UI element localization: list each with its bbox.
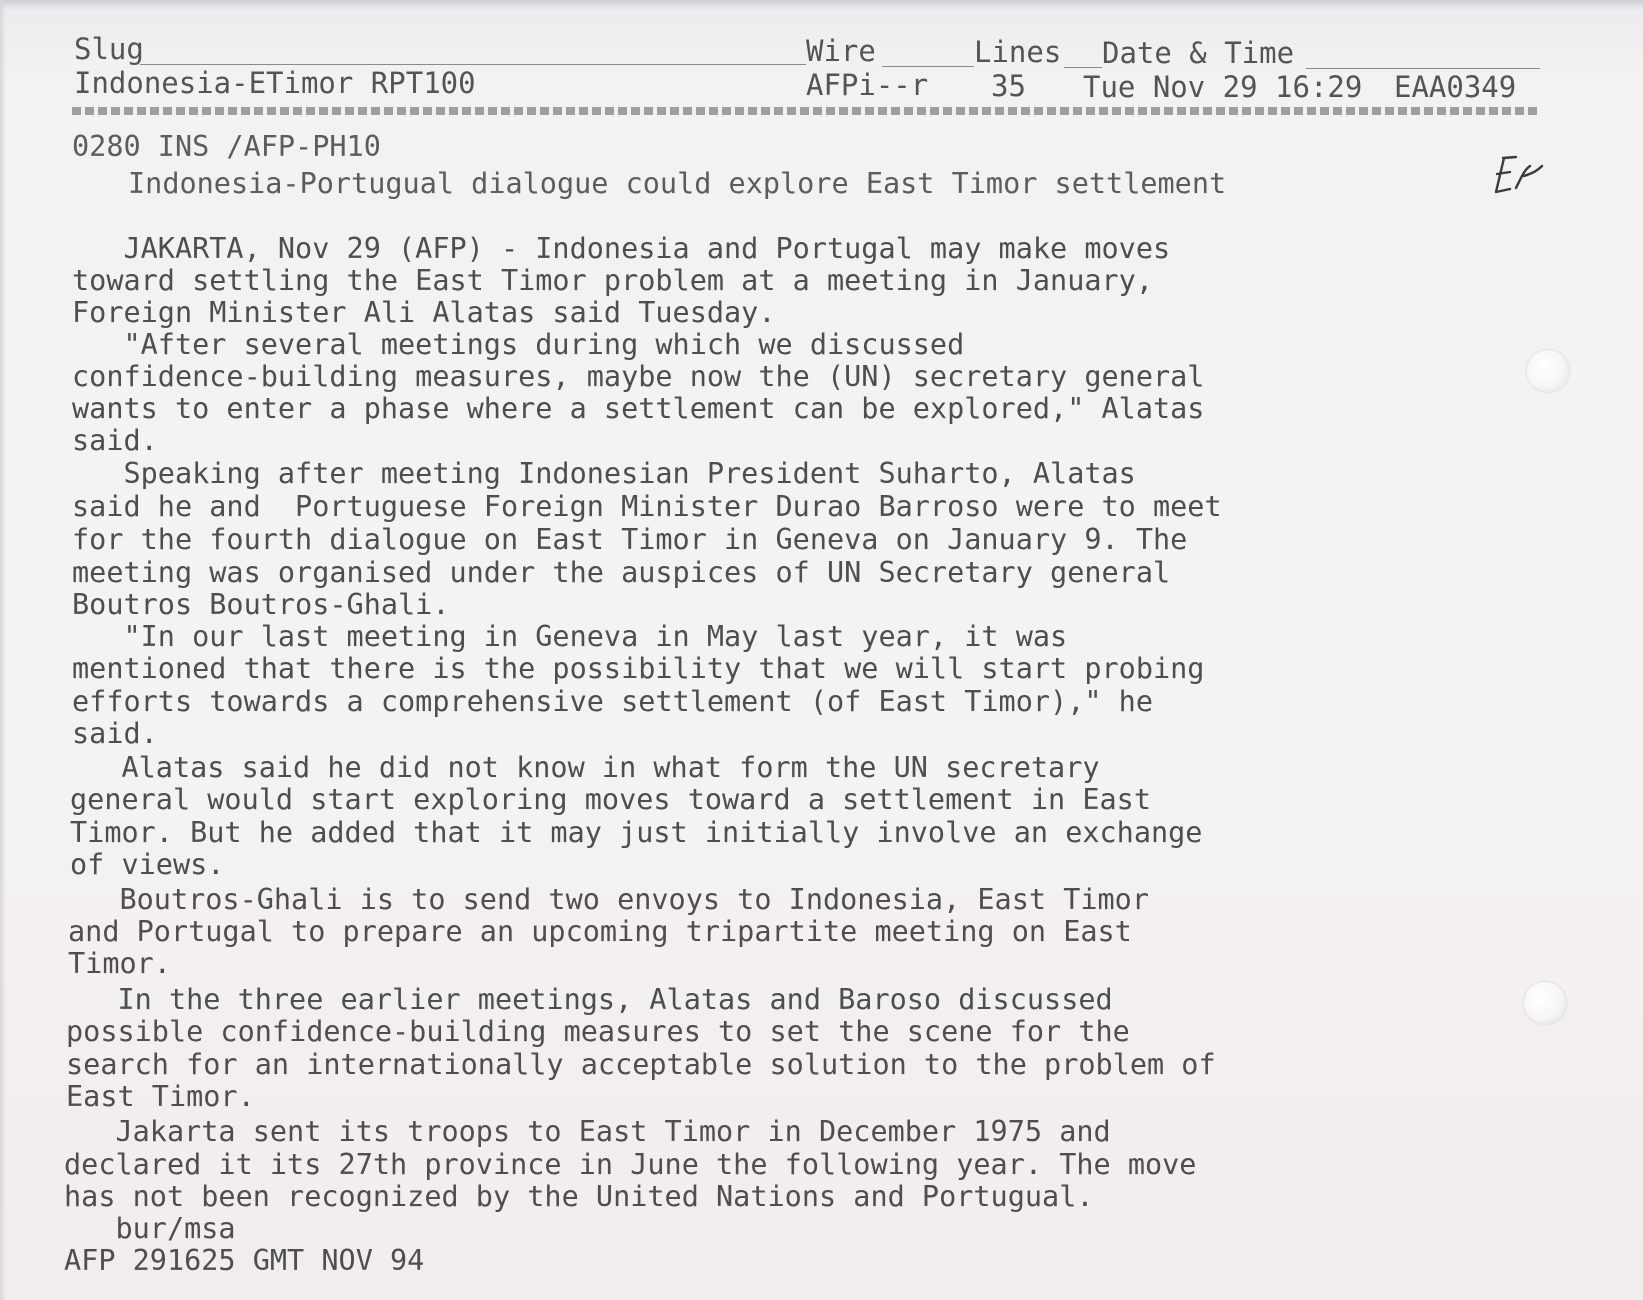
reference-code: EAA0349 xyxy=(1394,70,1517,104)
body-line: wants to enter a phase where a settlement can be explored," Alatas xyxy=(72,392,1205,425)
body-line: AFP 291625 GMT NOV 94 xyxy=(64,1244,425,1277)
body-line: Timor. xyxy=(68,947,171,980)
body-line: Speaking after meeting Indonesian President Suharto, Alatas xyxy=(72,457,1136,490)
wire-rule xyxy=(882,66,974,67)
body-line: for the fourth dialogue on East Timor in Geneva on January 9. The xyxy=(72,523,1188,556)
body-line: mentioned that there is the possibility that we will start probing xyxy=(72,652,1205,685)
body-line: has not been recognized by the United Nations and Portugual. xyxy=(64,1180,1094,1213)
body-line: bur/msa xyxy=(64,1212,236,1245)
date-time-value: Tue Nov 29 16:29 xyxy=(1083,70,1363,104)
body-line: said he and Portuguese Foreign Minister Durao Barroso were to meet xyxy=(72,490,1222,523)
lines-value: 35 xyxy=(991,69,1026,103)
body-line: confidence-building measures, maybe now the (UN) secretary general xyxy=(72,360,1205,393)
body-line: Alatas said he did not know in what form the UN secretary xyxy=(70,751,1100,784)
wire-label: Wire xyxy=(806,34,876,68)
lines-rule xyxy=(1064,67,1102,68)
body-line: Foreign Minister Ali Alatas said Tuesday. xyxy=(72,296,776,329)
body-line: Boutros Boutros-Ghali. xyxy=(72,588,450,621)
slug-rule xyxy=(140,64,806,65)
body-line: said. xyxy=(72,424,158,457)
body-line: declared it its 27th province in June the following year. The move xyxy=(64,1148,1197,1181)
body-line: Jakarta sent its troops to East Timor in December 1975 and xyxy=(64,1115,1111,1148)
date-time-label: Date & Time xyxy=(1102,36,1295,70)
body-line: general would start exploring moves toward a settlement in East xyxy=(70,783,1151,816)
body-line: and Portugal to prepare an upcoming tripartite meeting on East xyxy=(68,915,1132,948)
body-line: In the three earlier meetings, Alatas and Baroso discussed xyxy=(66,983,1113,1016)
body-line: Timor. But he added that it may just initially involve an exchange xyxy=(70,816,1203,849)
body-line: "After several meetings during which we discussed xyxy=(72,328,965,361)
body-line: "In our last meeting in Geneva in May last year, it was xyxy=(72,620,1068,653)
punch-hole xyxy=(1524,982,1566,1024)
slug-label: Slug xyxy=(74,32,144,66)
dateline-code: 0280 INS /AFP-PH10 xyxy=(72,130,381,163)
lines-label: Lines xyxy=(974,35,1062,69)
slug-value: Indonesia-ETimor RPT100 xyxy=(74,66,476,100)
wire-value: AFPi--r xyxy=(806,68,929,102)
body-line: possible confidence-building measures to set the scene for the xyxy=(66,1015,1130,1048)
handwritten-note-mark xyxy=(1490,152,1550,196)
body-line: meeting was organised under the auspices of UN Secretary general xyxy=(72,556,1171,589)
body-line: of views. xyxy=(70,848,225,881)
paper-left-edge xyxy=(0,0,6,1300)
header-separator xyxy=(72,107,1540,115)
body-line: Boutros-Ghali is to send two envoys to Indonesia, East Timor xyxy=(68,883,1149,916)
punch-hole xyxy=(1527,350,1569,392)
body-line: search for an internationally acceptable solution to the problem of xyxy=(66,1048,1216,1081)
date-time-rule xyxy=(1306,68,1540,69)
body-line: efforts towards a comprehensive settlement (of East Timor)," he xyxy=(72,685,1153,718)
paper-top-edge xyxy=(0,0,1643,10)
article-headline: Indonesia-Portugual dialogue could explore East Timor settlement xyxy=(128,167,1227,200)
body-line: toward settling the East Timor problem at a meeting in January, xyxy=(72,264,1153,297)
body-line: East Timor. xyxy=(66,1080,255,1113)
body-line: said. xyxy=(72,717,158,750)
body-line: JAKARTA, Nov 29 (AFP) - Indonesia and Portugal may make moves xyxy=(72,232,1171,265)
